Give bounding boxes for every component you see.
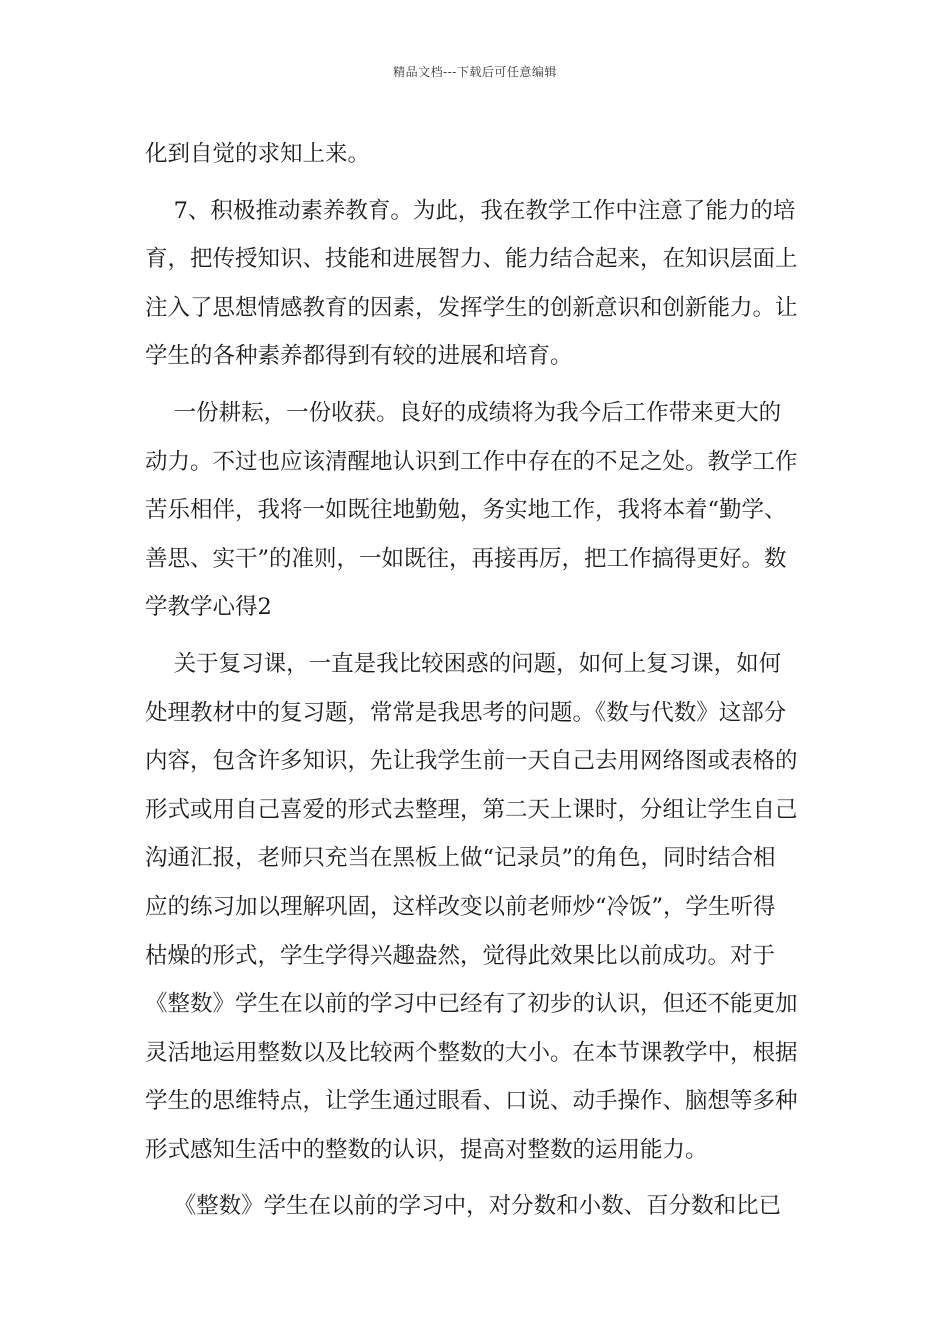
- document-body: [145, 130, 810, 1231]
- text-line: 学教学心得2: [145, 594, 272, 621]
- paragraph: [145, 130, 810, 179]
- text-line: 《整数》学生在以前的学习中，对分数和小数、百分数和比已: [145, 1193, 782, 1220]
- paragraph-gap: [145, 632, 810, 640]
- text-line: 形式或用自己喜爱的形式去整理，第二天上课时，分组让学生自己: [145, 796, 798, 823]
- text-line: 苦乐相伴，我将一如既往地勤勉，务实地工作，我将本着“勤学、: [145, 497, 787, 524]
- paragraph-gap: [145, 381, 810, 389]
- page-header: 精品文档---下载后可任意编辑: [393, 65, 557, 79]
- text-line: 形式感知生活中的整数的认识，提高对整数的运用能力。: [145, 1136, 708, 1163]
- text-line: 善思、实干”的准则，一如既往，再接再厉，把工作搞得更好。数: [145, 545, 787, 572]
- paragraph: [145, 640, 810, 1175]
- text-line: 注入了思想情感教育的因素，发挥学生的创新意识和创新能力。让: [145, 294, 798, 321]
- text-line: 枯燥的形式，学生学得兴趣盎然，觉得此效果比以前成功。对于: [145, 942, 776, 969]
- text-line: 化到自觉的求知上来。: [145, 141, 371, 167]
- text-line: 关于复习课，一直是我比较困惑的问题，如何上复习课，如何: [145, 650, 782, 677]
- text-line: 内容，包含许多知识，先让我学生前一天自己去用网络图或表格的: [145, 748, 798, 775]
- text-line: 应的练习加以理解巩固，这样改变以前老师炒“冷饭”，学生听得: [145, 893, 776, 920]
- text-line: 7、积极推动素养教育。为此，我在教学工作中注意了能力的培: [145, 197, 796, 224]
- text-line: 动力。不过也应该清醒地认识到工作中存在的不足之处。教学工作: [145, 448, 798, 475]
- text-line: 一份耕耘，一份收获。良好的成绩将为我今后工作带来更大的: [145, 399, 782, 426]
- text-line: 沟通汇报，老师只充当在黑板上做“记录员”的角色，同时结合相: [145, 845, 776, 872]
- text-line: 学生的思维特点，让学生通过眼看、口说、动手操作、脑想等多种: [145, 1088, 798, 1115]
- text-line: 《整数》学生在以前的学习中已经有了初步的认识，但还不能更加: [145, 991, 798, 1018]
- paragraph: [145, 187, 810, 381]
- paragraph: [145, 1182, 810, 1231]
- paragraph-gap: [145, 179, 810, 187]
- text-line: 处理教材中的复习题，常常是我思考的问题。《数与代数》这部分: [145, 699, 787, 726]
- text-line: 灵活地运用整数以及比较两个整数的大小。在本节课教学中，根据: [145, 1039, 798, 1066]
- paragraph: [145, 389, 810, 632]
- paragraph-gap: [145, 1174, 810, 1182]
- text-line: 育，把传授知识、技能和进展智力、能力结合起来，在知识层面上: [145, 246, 798, 273]
- text-line: 学生的各种素养都得到有较的进展和培育。: [145, 343, 573, 370]
